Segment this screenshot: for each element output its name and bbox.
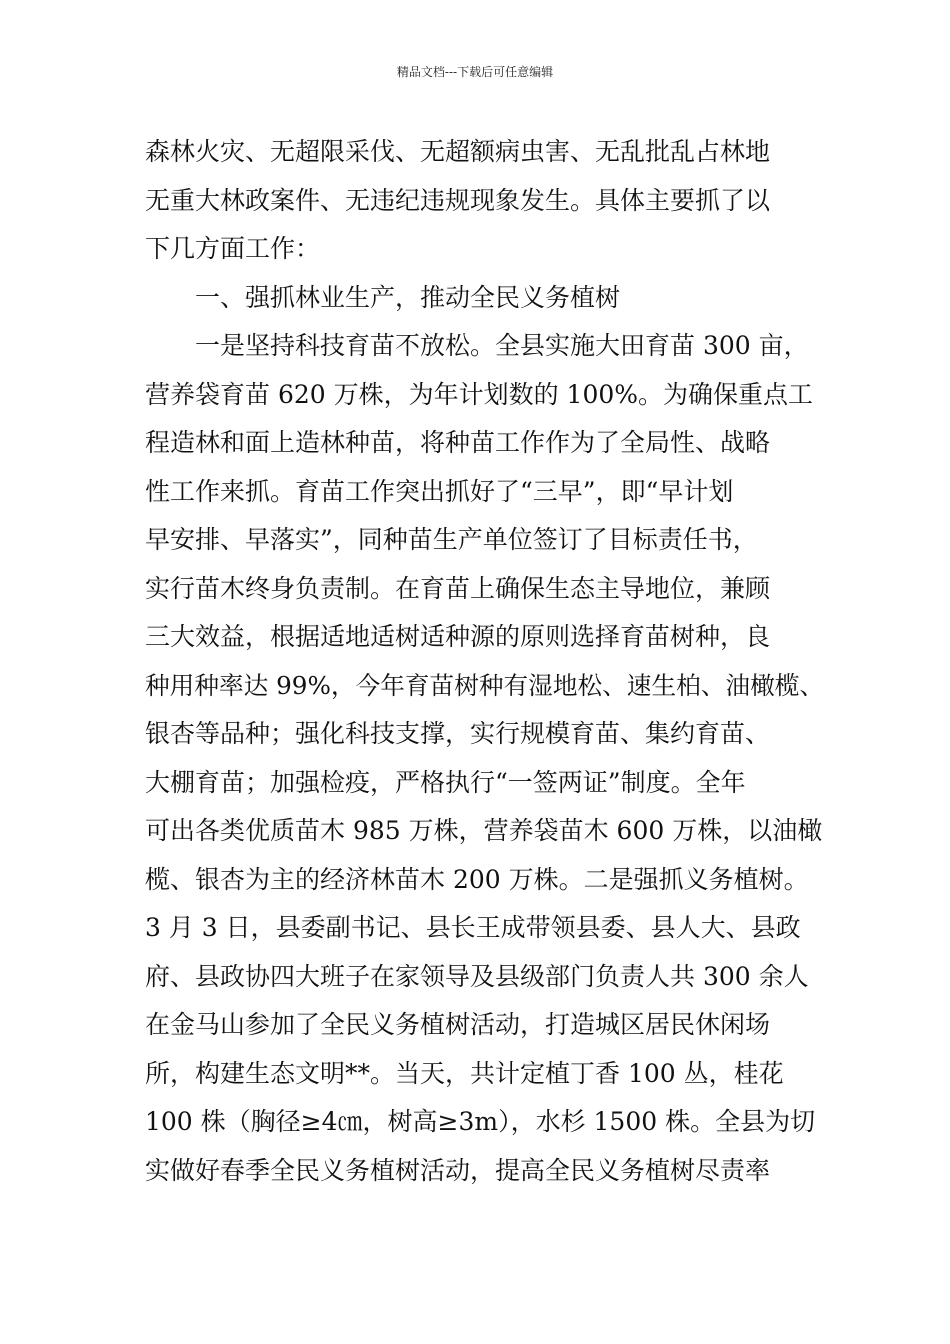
text-line: 实行苗木终身负责制。在育苗上确保生态主导地位，兼顾 bbox=[145, 573, 771, 603]
text-line: 森林火灾、无超限采伐、无超额病虫害、无乱批乱占林地 bbox=[145, 137, 771, 166]
text-line: 性工作来抓。育苗工作突出抓好了“三早”，即“早计划 bbox=[145, 476, 734, 506]
text-line: 种用种率达 99%，今年育苗树种有湿地松、速生柏、油橄榄、 bbox=[145, 670, 825, 700]
text-line: 在金马山参加了全民义务植树活动，打造城区居民休闲场 bbox=[145, 1010, 771, 1039]
text-line: 府、县政协四大班子在家领导及县级部门负责人共 300 余人 bbox=[145, 961, 809, 991]
text-line: 3 月 3 日，县委副书记、县长王成带领县委、县人大、县政 bbox=[145, 913, 801, 942]
page-header: 精品文档---下载后可任意编辑 bbox=[396, 65, 554, 79]
text-line: 程造林和面上造林种苗，将种苗工作作为了全局性、战略 bbox=[145, 428, 771, 457]
body-text bbox=[145, 128, 825, 1195]
text-line: 所，构建生态文明**。当天，共计定植丁香 100 丛，桂花 bbox=[145, 1058, 784, 1088]
text-line: 无重大林政案件、无违纪违规现象发生。具体主要抓了以 bbox=[145, 185, 771, 215]
text-line: 可出各类优质苗木 985 万株，营养袋苗木 600 万株，以油橄 bbox=[145, 816, 823, 845]
text-line: 大棚育苗；加强检疫，严格执行“一签两证”制度。全年 bbox=[145, 767, 746, 797]
text-line: 实做好春季全民义务植树活动，提高全民义务植树尽责率 bbox=[145, 1155, 771, 1185]
text-line: 早安排、早落实”，同种苗生产单位签订了目标责任书， bbox=[145, 525, 758, 554]
text-line: 100 株（胸径≥4㎝，树高≥3m），水杉 1500 株。全县为切 bbox=[145, 1107, 816, 1136]
text-line: 下几方面工作： bbox=[145, 234, 321, 263]
text-line: 银杏等品种；强化科技支撑，实行规模育苗、集约育苗、 bbox=[145, 719, 771, 748]
text-line: 一是坚持科技育苗不放松。全县实施大田育苗 300 亩， bbox=[195, 331, 809, 360]
text-line: 榄、银杏为主的经济林苗木 200 万株。二是强抓义务植树。 bbox=[145, 864, 809, 894]
text-line: 一、强抓林业生产，推动全民义务植树 bbox=[195, 282, 621, 312]
text-line: 三大效益，根据适地适树适种源的原则选择育苗树种，良 bbox=[145, 622, 771, 651]
text-line: 营养袋育苗 620 万株，为年计划数的 100%。为确保重点工 bbox=[145, 379, 814, 409]
